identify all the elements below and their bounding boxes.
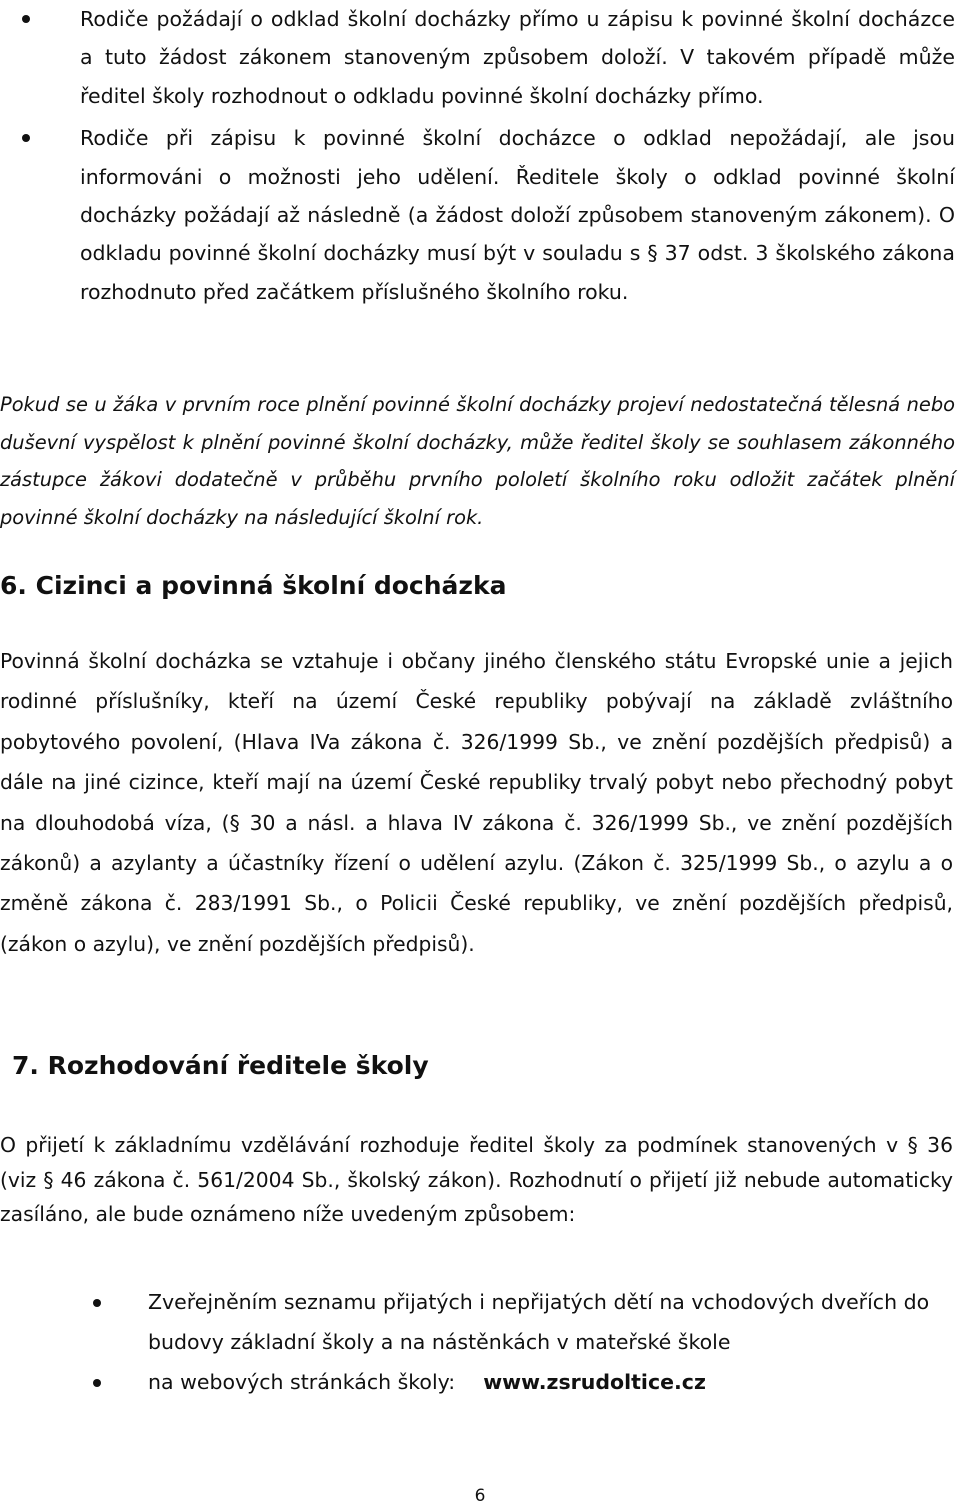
bullet-text: Rodiče požádají o odklad školní docházky přímo u zápisu k povinné školní docházce a tuto žádost zákonem stanoveným způsobem doloží. V takovém případě může ředitel školy rozhodnout o odkladu povinné školní docházky přímo. [80,7,955,108]
section-paragraph-7: O přijetí k základnímu vzdělávání rozhoduje ředitel školy za podmínek stanovených v § 36 (viz § 46 zákona č. 561/2004 Sb., školský zákon). Rozhodnutí o přijetí již nebude automaticky zasíláno, ale bude oznámeno níže uvedeným způsobem: [0,1133,953,1226]
list-item [0,0,955,115]
list-item [0,1282,955,1362]
list-item [0,1362,955,1402]
bullet-dot-icon [22,134,30,142]
bullet-text: Zveřejněním seznamu přijatých i nepřijatých dětí na vchodových dveřích do budovy základní školy a na nástěnkách v mateřské škole [148,1290,930,1354]
page-number: 6 [474,1486,486,1506]
bullet-text: Rodiče při zápisu k povinné školní docházce o odklad nepožádají, ale jsou informováni o možnosti jeho udělení. Ředitele školy o odklad povinné školní docházky požádají až následně (a žádost doloží způsobem stanoveným zákonem). O odkladu povinné školní docházky musí být v souladu s § 37 odst. 3 školského zákona rozhodnuto před začátkem příslušného školního roku. [80,126,955,304]
section-heading-6: 6. Cizinci a povinná školní docházka [0,571,507,600]
bullet-dot-icon [22,15,30,23]
section-paragraph-6: Povinná školní docházka se vztahuje i občany jiného členského státu Evropské unie a jejich rodinné příslušníky, kteří na území České republiky pobývají na základě zvláštního pobytového povolení, (Hlava IVa zákona č. 326/1999 Sb., ve znění pozdějších předpisů) a dále na jiné cizince, kteří mají na území České republiky trvalý pobyt nebo přechodný pobyt na dlouhodobá víza, (§ 30 a násl. a hlava IV zákona č. 326/1999 Sb., ve znění pozdějších zákonů) a azylanty a účastníky řízení o udělení azylu. (Zákon č. 325/1999 Sb., o azylu a o změně zákona č. 283/1991 Sb., o Policii České republiky, ve znění pozdějších předpisů, (zákon o azylu), ve znění pozdějších předpisů). [0,649,953,956]
bullet-dot-icon [93,1299,101,1307]
section-heading-7: 7. Rozhodování ředitele školy [12,1051,429,1080]
italic-paragraph: Pokud se u žáka v prvním roce plnění povinné školní docházky projeví nedostatečná tělesná nebo duševní vyspělost k plnění povinné školní docházky, může ředitel školy se souhlasem zákonného zástupce žákovi dodatečně v průběhu prvního pololetí školního roku odložit začátek plnění povinné školní docházky na následující školní rok. [0,393,955,529]
announcement-bullet-list [0,1282,955,1402]
odklad-bullet-list [0,0,955,311]
school-website-link[interactable]: www.zsrudoltice.cz [483,1370,706,1394]
bullet-text: na webových stránkách školy: [148,1370,456,1394]
list-item [0,119,955,311]
bullet-dot-icon [93,1379,101,1387]
